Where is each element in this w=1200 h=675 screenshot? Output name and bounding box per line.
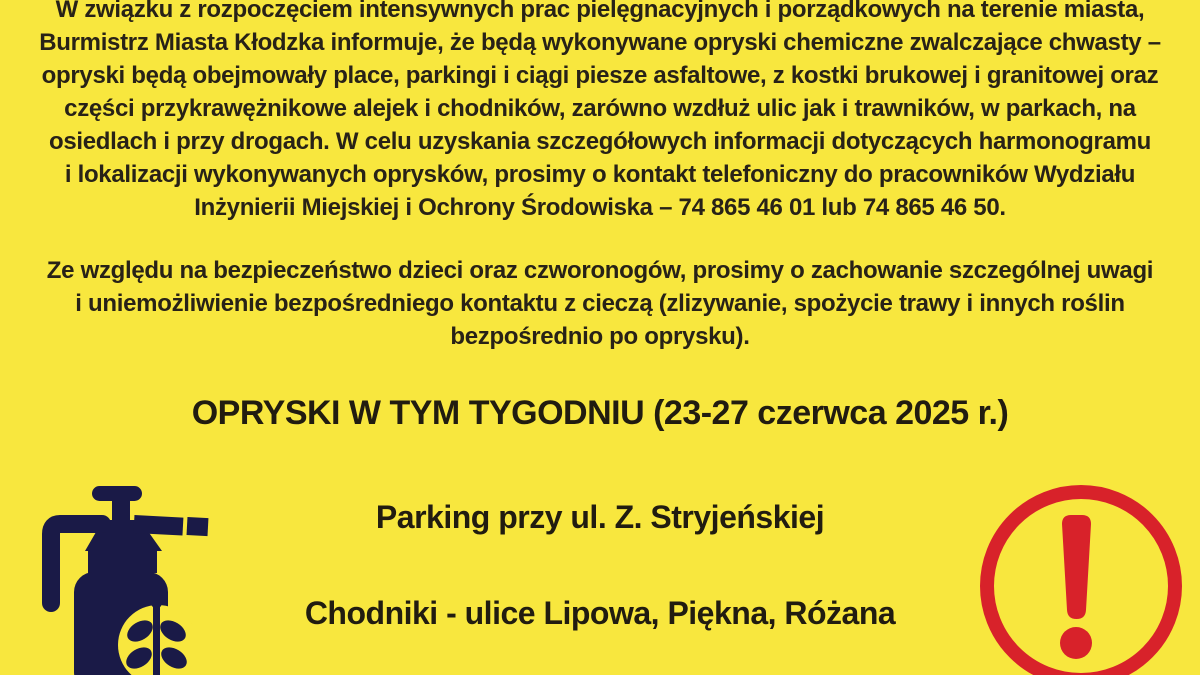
announcement-paragraph [6,0,1194,224]
safety-paragraph [6,254,1194,353]
warning-exclamation-dot [1060,627,1092,659]
sprayer-pump-stem [112,498,130,522]
schedule-heading: OPRYSKI W TYM TYGODNIU (23-27 czerwca 2025 r.) [191,394,1009,432]
text-line: opryski będą obejmowały place, parkingi i ciągi piesze asfaltowe, z kostki brukowej i granitowej oraz [41,62,1159,89]
text-line: Burmistrz Miasta Kłodzka informuje, że będą wykonywane opryski chemiczne zwalczające chwasty – [39,29,1161,56]
text-line: i lokalizacji wykonywanych oprysków, prosimy o kontakt telefoniczny do pracowników Wydziału [64,161,1136,188]
schedule-item-parking: Parking przy ul. Z. Stryjeńskiej [375,499,825,535]
sprayer-nozzle [187,517,209,536]
text-line: Inżynierii Miejskiej i Ochrony Środowiska – 74 865 46 01 lub 74 865 46 50. [194,194,1006,221]
garden-sprayer-icon [28,478,213,675]
exclamation-warning-icon [965,473,1195,675]
sprayer-wand [134,515,184,536]
schedule-item-chodniki: Chodniki - ulice Lipowa, Piękna, Różana [304,595,896,631]
text-line: i uniemożliwienie bezpośredniego kontaktu z cieczą (zlizywanie, spożycie trawy i innych roślin [75,290,1125,317]
text-line: bezpośrednio po oprysku). [450,323,750,350]
plant-stem [153,606,160,675]
text-line: W związku z rozpoczęciem intensywnych prac pielęgnacyjnych i porządkowych na terenie miasta, [55,0,1145,23]
text-line: osiedlach i przy drogach. W celu uzyskania szczegółowych informacji dotyczących harmonogramu [48,128,1152,155]
warning-exclamation-bar [1062,515,1091,619]
text-line: części przykrawężnikowe alejek i chodników, zarówno wzdłuż ulic jak i trawników, w parkach, na [64,95,1136,122]
text-line: Ze względu na bezpieczeństwo dzieci oraz czworonogów, prosimy o zachowanie szczególnej uwagi [46,257,1154,284]
sprayer-neck [88,550,157,573]
